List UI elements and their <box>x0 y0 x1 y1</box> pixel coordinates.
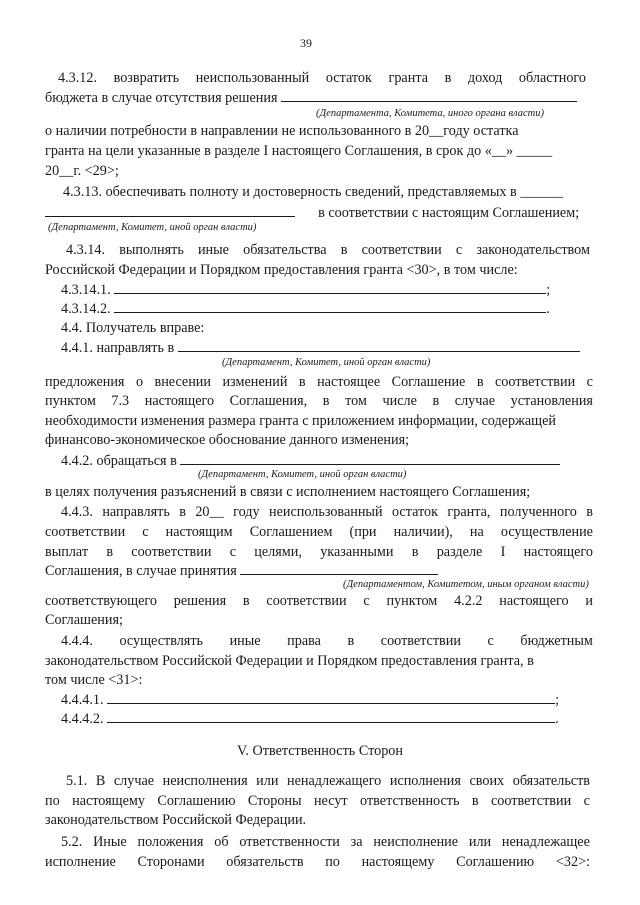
caption-department: (Департамент, Комитет, иной орган власти) <box>48 222 257 233</box>
clause-4-4-4-line1 <box>61 633 593 649</box>
word: соответствии <box>131 544 212 560</box>
clause-4-4-1-line3 <box>45 393 593 409</box>
word: направлять <box>102 504 170 520</box>
clause-4-4-2-line2: в целях получения разъяснений в связи с исполнением настоящего Соглашения; <box>45 484 531 500</box>
word: обязательств <box>226 854 304 870</box>
clause-4-4-4-line2: законодательством Российской Федерации и Порядком предоставления гранта, в <box>45 653 534 669</box>
word: бюджетным <box>520 633 593 649</box>
clause-4-4-2-text: 4.4.2. обращаться в <box>61 453 177 469</box>
clause-4-4-3-line6: Соглашения; <box>45 612 123 628</box>
clause-5-2-line2 <box>45 854 590 870</box>
word: 4.2.2 <box>454 593 483 609</box>
word: настоящим <box>165 524 233 540</box>
caption-department: (Департамента, Комитета, иного органа власти) <box>316 108 544 119</box>
word: соответствии <box>266 593 347 609</box>
word: обязательства <box>243 242 327 258</box>
clause-4-4-3-line1 <box>61 504 593 520</box>
clause-4-4-heading: 4.4. Получатель вправе: <box>61 320 205 336</box>
word: в <box>179 504 186 520</box>
word: 7.3 <box>111 393 130 409</box>
word: положения <box>137 834 204 850</box>
word: в <box>444 70 452 86</box>
word: с <box>586 374 593 390</box>
word: настоящее <box>317 374 381 390</box>
caption-department: (Департамент, Комитет, иной орган власти) <box>222 357 431 368</box>
word: выполнять <box>119 242 184 258</box>
word: 5.1. <box>66 773 88 789</box>
word: остаток <box>325 70 372 86</box>
word: в <box>298 374 306 390</box>
clause-4-3-14-2 <box>61 300 550 317</box>
word: соответствии <box>45 524 126 540</box>
fill-in-line <box>281 89 577 102</box>
word: в <box>471 793 479 809</box>
word: случае <box>454 393 495 409</box>
punctuation: . <box>546 301 550 317</box>
page-number: 39 <box>300 36 312 50</box>
word: 20__ <box>195 504 224 520</box>
word: том <box>345 393 367 409</box>
word: изменений <box>222 374 288 390</box>
punctuation: ; <box>555 692 560 708</box>
punctuation: ; <box>546 282 551 298</box>
word: пунктом <box>45 393 96 409</box>
word: в <box>476 374 484 390</box>
word: гранта, <box>447 504 491 520</box>
word: остаток <box>391 504 439 520</box>
word: предложения <box>45 374 125 390</box>
clause-4-4-1-line1 <box>61 339 580 356</box>
word: соответствии <box>495 374 576 390</box>
word: гранта <box>388 70 428 86</box>
word: настоящего <box>499 593 569 609</box>
clause-4-4-1-line4: необходимости изменения размера гранта с приложением информации, содержащей <box>45 413 556 429</box>
word: областного <box>518 70 586 86</box>
word: ответственности <box>239 834 340 850</box>
word: неиспользованный <box>195 70 310 86</box>
word: случае <box>113 773 155 789</box>
clause-4-4-1-line2 <box>45 374 593 390</box>
word: 4.4.4. <box>61 633 93 649</box>
word: указанными <box>320 544 394 560</box>
word: полученного <box>499 504 577 520</box>
word: доход <box>467 70 503 86</box>
clause-4-4-1-text: 4.4.1. направлять в <box>61 340 175 356</box>
word: ненадлежащего <box>287 773 382 789</box>
fill-in-line <box>107 710 555 723</box>
word: иные <box>197 242 229 258</box>
word: установления <box>510 393 593 409</box>
word: 4.3.14. <box>66 242 106 258</box>
clause-4-4-2-line1 <box>61 452 560 469</box>
word: выплат <box>45 544 89 560</box>
word: по <box>45 793 60 809</box>
clause-label: 4.4.4.2. <box>61 711 104 727</box>
clause-4-3-12-line5: 20__г. <29>; <box>45 163 119 179</box>
word: о <box>135 374 144 390</box>
word: Соглашению <box>157 793 236 809</box>
caption-department: (Департамент, Комитет, иной орган власти) <box>198 469 407 480</box>
word: разделе <box>436 544 483 560</box>
word: исполнения <box>389 773 461 789</box>
word: пунктом <box>386 593 438 609</box>
word: в <box>411 544 419 560</box>
clause-4-4-3-line2 <box>45 524 593 540</box>
clause-5-1-line1 <box>66 773 590 789</box>
word: неиспользованный <box>268 504 383 520</box>
word: в <box>106 544 114 560</box>
clause-4-3-12-line4: гранта на цели указанные в разделе I настоящего Соглашения, в срок до «__» _____ <box>45 143 553 159</box>
word: целями, <box>254 544 302 560</box>
word: ответственность <box>360 793 460 809</box>
clause-4-3-14-1 <box>61 281 550 298</box>
clause-4-4-3-line4 <box>45 562 438 579</box>
word: Сторонами <box>137 854 205 870</box>
word: в <box>586 504 593 520</box>
clause-4-3-14-line1 <box>66 242 590 258</box>
word: возвратить <box>113 70 180 86</box>
word: ненадлежащее <box>501 834 590 850</box>
word: законодательством <box>476 242 590 258</box>
fill-in-line <box>45 204 295 217</box>
word: осуществление <box>500 524 593 540</box>
word: в <box>340 242 348 258</box>
clause-4-3-13-line1: 4.3.13. обеспечивать полноту и достоверность сведений, представляемых в ______ <box>63 184 563 200</box>
word: <32>: <box>555 854 590 870</box>
word: Соглашения, <box>229 393 308 409</box>
clause-5-1-line2 <box>45 793 590 809</box>
word: внесении <box>154 374 211 390</box>
clause-4-3-12-line1 <box>58 70 586 86</box>
word: исполнение <box>45 854 116 870</box>
word: В <box>95 773 106 789</box>
punctuation: . <box>555 711 559 727</box>
word: по <box>325 854 340 870</box>
word: с <box>142 524 149 540</box>
clause-4-3-13-text-2: в соответствии с настоящим Соглашением; <box>318 205 580 221</box>
clause-4-4-3-line3 <box>45 544 593 560</box>
word: Соглашению <box>456 854 535 870</box>
word: неисполнения <box>162 773 248 789</box>
word: своих <box>469 773 505 789</box>
word: в <box>242 593 250 609</box>
clause-label: 4.3.14.2. <box>61 301 111 317</box>
word: с <box>487 633 494 649</box>
fill-in-line <box>114 300 546 313</box>
word: в <box>432 393 440 409</box>
word: году <box>233 504 260 520</box>
word: соответствующего <box>45 593 157 609</box>
word: числе <box>382 393 417 409</box>
word: наличии), <box>393 524 453 540</box>
word: и <box>585 593 593 609</box>
clause-4-3-13-line2 <box>45 204 579 221</box>
word: I <box>500 544 506 560</box>
fill-in-line <box>178 339 580 352</box>
clause-4-4-4-2 <box>61 710 559 727</box>
clause-4-4-4-line3: том числе <31>: <box>45 672 143 688</box>
word: настоящего <box>144 393 215 409</box>
word: 5.2. <box>61 834 83 850</box>
clause-4-3-12-text-2: бюджета в случае отсутствия решения <box>45 90 278 106</box>
word: осуществлять <box>119 633 203 649</box>
word: с <box>455 242 463 258</box>
word: обязательств <box>512 773 590 789</box>
word: 4.3.12. <box>58 70 98 86</box>
fill-in-line <box>114 281 546 294</box>
word: Соглашением <box>249 524 333 540</box>
word: Соглашение <box>391 374 466 390</box>
word: или <box>256 773 279 789</box>
word: соответствии <box>491 793 572 809</box>
fill-in-line <box>107 691 555 704</box>
clause-4-4-3-text-4: Соглашения, в случае принятия <box>45 563 237 579</box>
caption-department: (Департаментом, Комитетом, иным органом власти) <box>343 579 589 590</box>
clause-4-4-1-line5: финансово-экономическое обоснование данного изменения; <box>45 432 410 448</box>
clause-4-3-12-line3: о наличии потребности в направлении не использованного в 20__году остатка <box>45 123 519 139</box>
word: или <box>468 834 492 850</box>
word: несут <box>313 793 348 809</box>
word: с <box>363 593 370 609</box>
word: настоящему <box>72 793 145 809</box>
clause-4-3-14-line2: Российской Федерации и Порядком предоставления гранта <30>, в том числе: <box>45 262 518 278</box>
word: на <box>469 524 484 540</box>
clause-4-4-4-1 <box>61 691 559 708</box>
word: настоящего <box>523 544 593 560</box>
word: Стороны <box>247 793 302 809</box>
fill-in-line <box>180 452 560 465</box>
word: с <box>229 544 237 560</box>
word: в <box>322 393 330 409</box>
word: 4.4.3. <box>61 504 93 520</box>
word: Иные <box>93 834 127 850</box>
word: решения <box>173 593 227 609</box>
word: права <box>287 633 321 649</box>
word: настоящему <box>361 854 435 870</box>
word: соответствии <box>380 633 461 649</box>
clause-label: 4.4.4.1. <box>61 692 104 708</box>
clause-label: 4.3.14.1. <box>61 282 111 298</box>
word: об <box>214 834 229 850</box>
word: иные <box>229 633 261 649</box>
word: за <box>350 834 363 850</box>
fill-in-line <box>240 562 438 575</box>
word: в <box>347 633 355 649</box>
clause-5-1-line3: законодательством Российской Федерации. <box>45 812 307 828</box>
clause-5-2-line1 <box>61 834 590 850</box>
section-heading: V. Ответственность Сторон <box>237 743 403 759</box>
word: соответствии <box>361 242 442 258</box>
clause-4-4-3-line5 <box>45 593 593 609</box>
clause-4-3-12-line2 <box>45 89 577 106</box>
word: неисполнение <box>373 834 459 850</box>
word: с <box>583 793 590 809</box>
word: (при <box>349 524 377 540</box>
